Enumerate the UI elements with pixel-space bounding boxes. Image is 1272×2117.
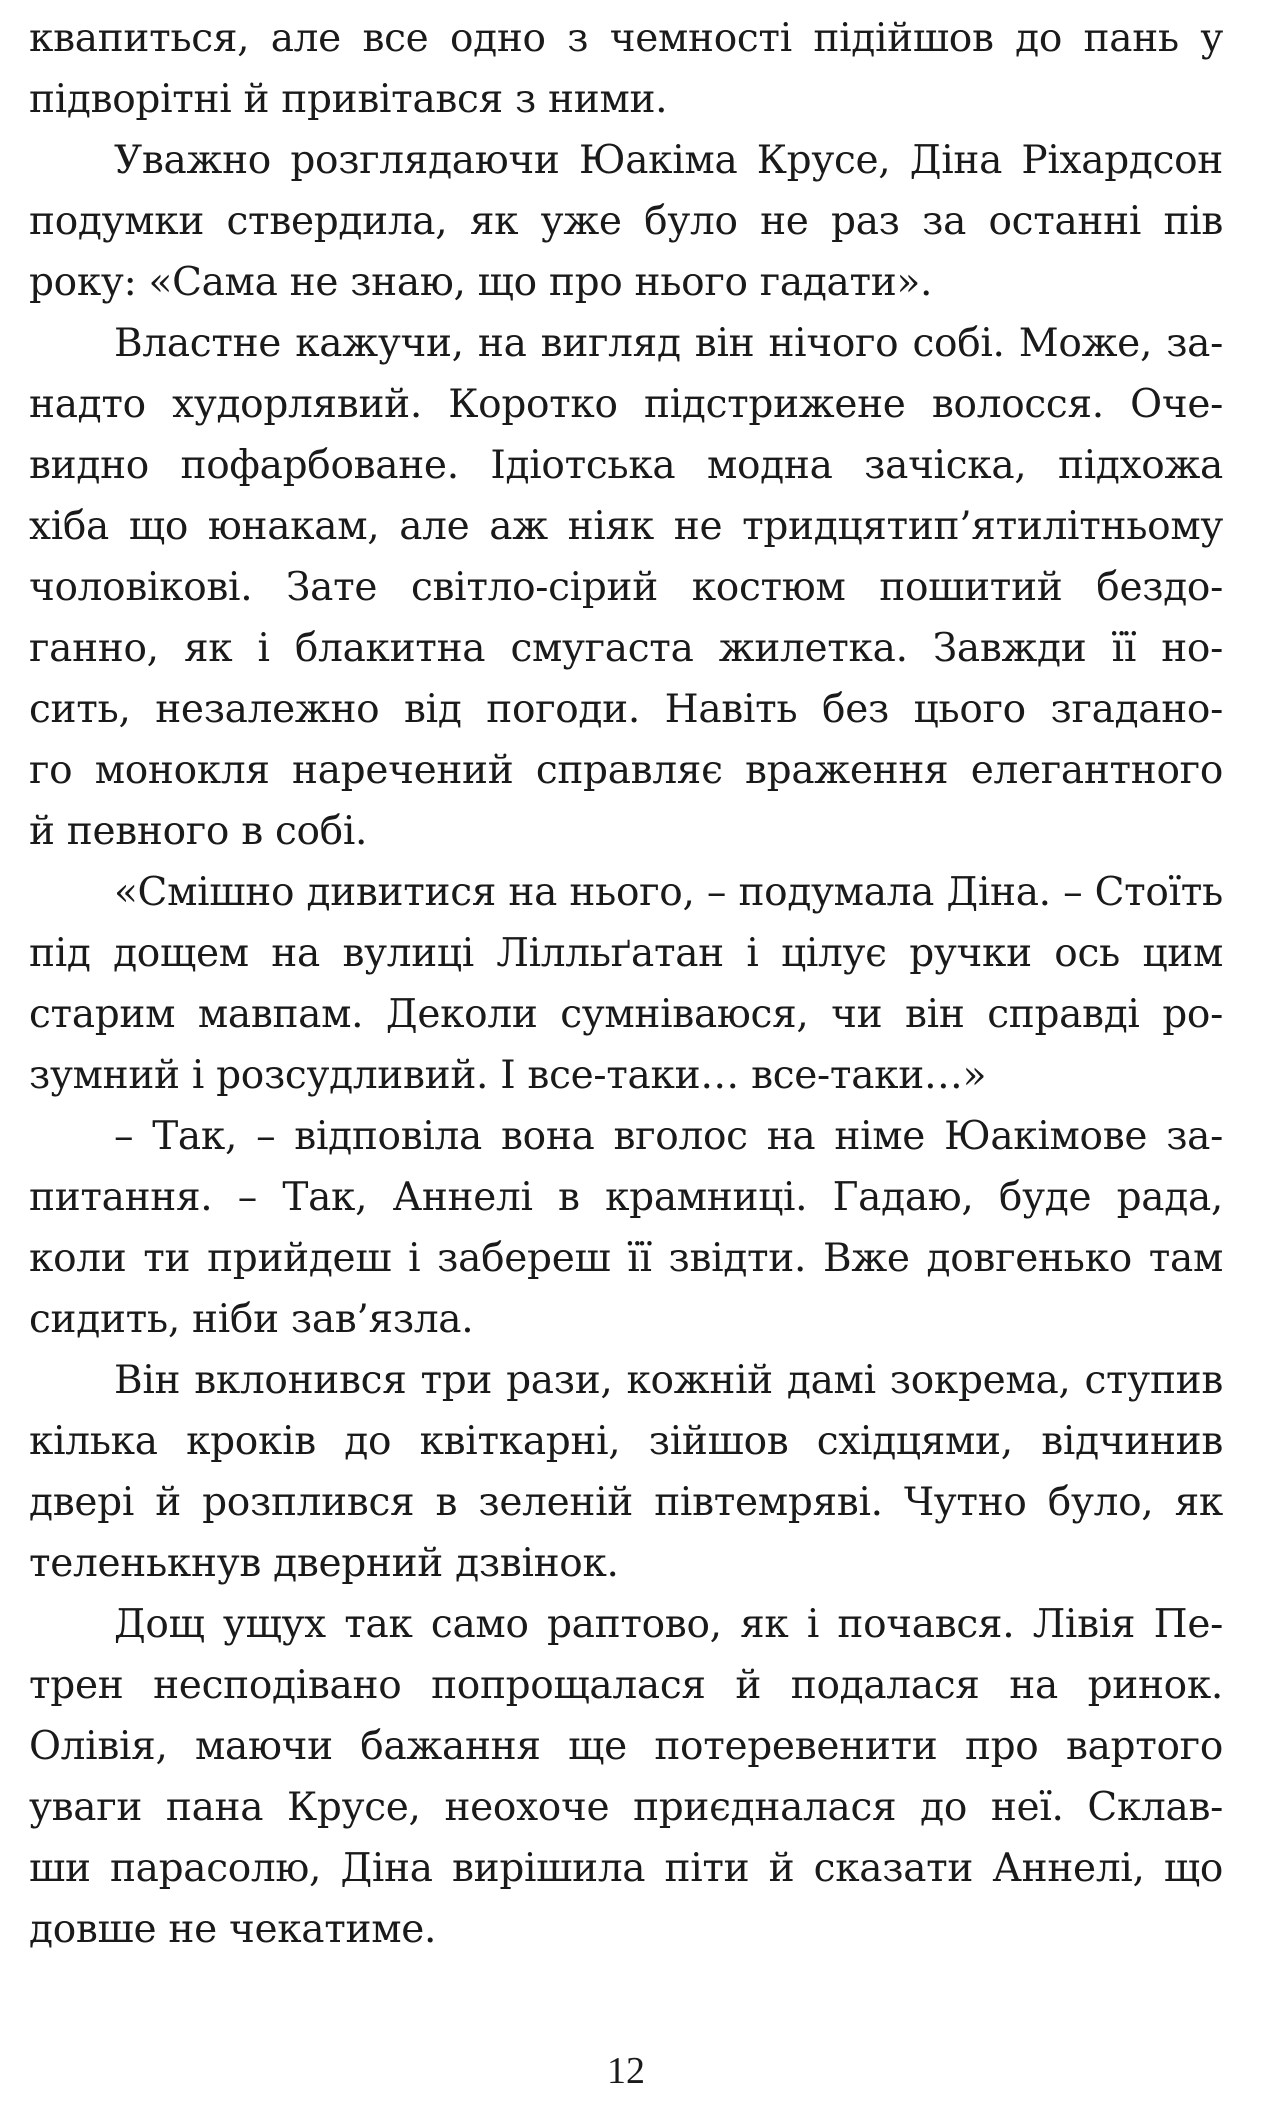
text-line: го монокля наречений справляє враження елегантного bbox=[29, 748, 1223, 793]
paragraph-first-line: – Так, – відповіла вона вголос на німе Юакімове за- bbox=[114, 1114, 1223, 1159]
text-line: старим мавпам. Деколи сумніваюся, чи він справді ро- bbox=[29, 992, 1223, 1037]
paragraph-first-line: Він вклонився три рази, кожній дамі зокрема, ступив bbox=[114, 1358, 1223, 1403]
text-line: ши парасолю, Діна вирішила піти й сказати Аннелі, що bbox=[29, 1846, 1223, 1891]
book-page bbox=[29, 0, 1223, 2117]
text-line: ганно, як і блакитна смугаста жилетка. Завжди її но- bbox=[29, 626, 1223, 671]
text-line: чоловікові. Зате світло-сірий костюм пошитий бездо- bbox=[29, 565, 1223, 610]
text-line: довше не чекатиме. bbox=[29, 1907, 437, 1952]
text-line: Олівія, маючи бажання ще потеревенити про вартого bbox=[29, 1724, 1223, 1769]
text-line: року: «Сама не знаю, що про нього гадати». bbox=[29, 260, 933, 305]
paragraph-first-line: «Смішно дивитися на нього, – подумала Діна. – Стоїть bbox=[114, 870, 1223, 915]
text-line: видно пофарбоване. Ідіотська модна зачіска, підхожа bbox=[29, 443, 1223, 488]
text-line: під дощем на вулиці Лілльґатан і цілує ручки ось цим bbox=[29, 931, 1223, 976]
text-line: зумний і розсудливий. І все-таки… все-таки…» bbox=[29, 1053, 987, 1098]
text-line: квапиться, але все одно з чемності підійшов до пань у bbox=[29, 16, 1223, 61]
text-line: уваги пана Крусе, неохоче приєдналася до неї. Склав- bbox=[29, 1785, 1223, 1830]
text-line: коли ти прийдеш і забереш її звідти. Вже довгенько там bbox=[29, 1236, 1223, 1281]
text-line: сить, незалежно від погоди. Навіть без цього згадано- bbox=[29, 687, 1223, 732]
text-line: сидить, ніби зав’язла. bbox=[29, 1297, 474, 1342]
text-line: підворітні й привітався з ними. bbox=[29, 77, 668, 122]
text-line: питання. – Так, Аннелі в крамниці. Гадаю, буде рада, bbox=[29, 1175, 1223, 1220]
text-line: надто худорлявий. Коротко підстрижене волосся. Оче- bbox=[29, 382, 1223, 427]
paragraph-first-line: Властне кажучи, на вигляд він нічого собі. Може, за- bbox=[114, 321, 1223, 366]
text-line: трен несподівано попрощалася й подалася на ринок. bbox=[29, 1663, 1223, 1708]
text-line: кілька кроків до квіткарні, зійшов східцями, відчинив bbox=[29, 1419, 1223, 1464]
paragraph-first-line: Дощ ущух так само раптово, як і почався. Лівія Пе- bbox=[114, 1602, 1223, 1647]
page-number: 12 bbox=[607, 2050, 645, 2092]
text-line: хіба що юнакам, але аж ніяк не тридцятип’ятилітньому bbox=[29, 504, 1223, 549]
text-line: й певного в собі. bbox=[29, 809, 368, 854]
text-line: двері й розплився в зеленій півтемряві. Чутно було, як bbox=[29, 1480, 1223, 1525]
text-line: теленькнув дверний дзвінок. bbox=[29, 1541, 619, 1586]
text-line: подумки ствердила, як уже було не раз за останні пів bbox=[29, 199, 1223, 244]
paragraph-first-line: Уважно розглядаючи Юакіма Крусе, Діна Ріхардсон bbox=[114, 138, 1223, 183]
